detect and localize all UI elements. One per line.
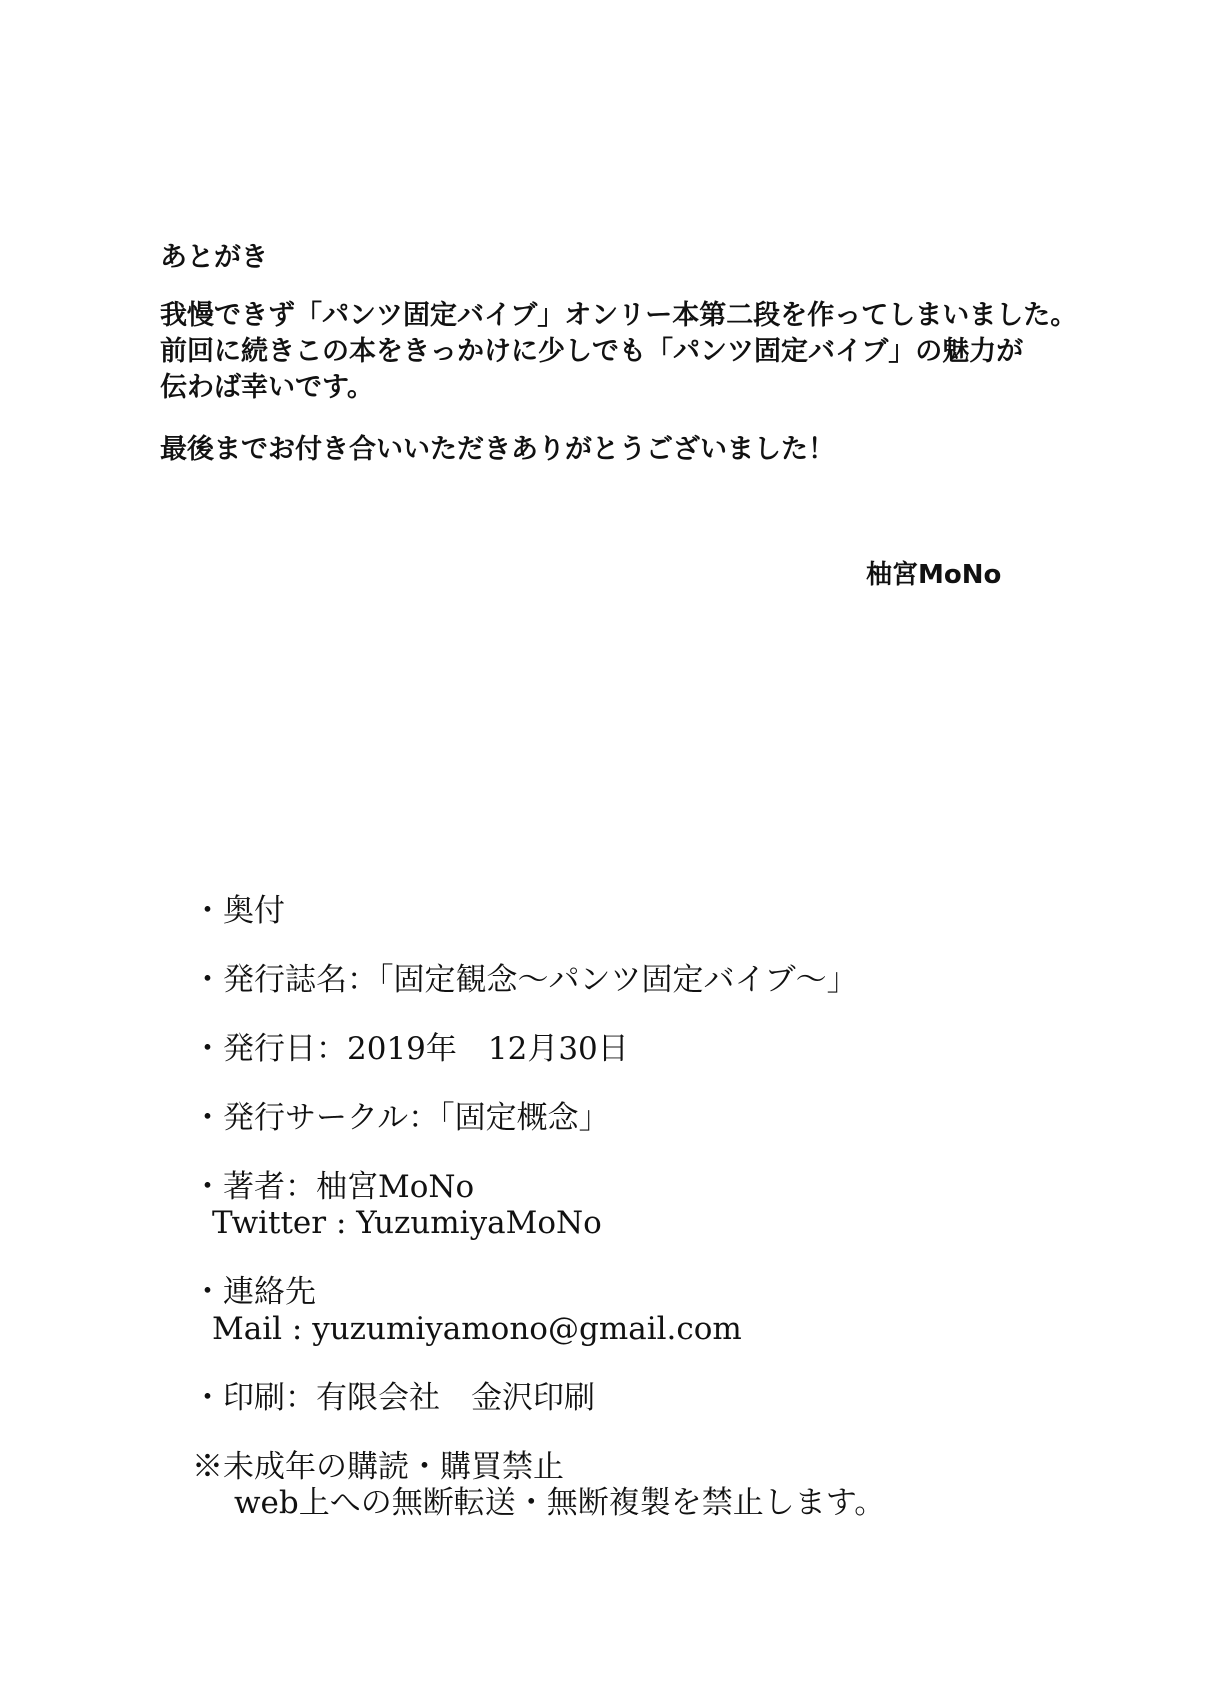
afterword-line: 最後までお付き合いいただきありがとうございました！: [160, 434, 835, 465]
afterword-section: [160, 240, 1077, 494]
notice-line-2: web上への無断転送・無断複製を禁止します。: [234, 1485, 886, 1521]
afterword-paragraph-2: [160, 432, 1077, 468]
author-info: [192, 1169, 885, 1241]
notice-line-1: ※未成年の購読・購買禁止: [192, 1449, 564, 1485]
afterword-line: 前回に続きこの本をきっかけに少しでも「パンツ固定バイブ」の魅力が: [160, 336, 1024, 367]
twitter-handle: Twitter : YuzumiyaMoNo: [212, 1205, 602, 1241]
publication-date: ・発行日：2019年 12月30日: [192, 1031, 629, 1067]
contact-heading: ・連絡先: [192, 1274, 316, 1310]
afterword-line: 我慢できず「パンツ固定バイブ」オンリー本第二段を作ってしまいました。: [160, 300, 1078, 331]
afterword-line: 伝わば幸いです。: [160, 372, 374, 403]
publishing-circle: ・発行サークル：「固定概念」: [192, 1100, 610, 1136]
colophon-section: [192, 893, 885, 1521]
afterword-paragraph-1: [160, 298, 1077, 406]
author-signature: 柚宮MoNo: [866, 560, 1002, 590]
publication-title: ・発行誌名：「固定観念～パンツ固定バイブ～」: [192, 962, 858, 998]
colophon-heading: ・奥付: [192, 893, 285, 929]
afterword-heading: あとがき: [160, 242, 268, 273]
mail-address: Mail : yuzumiyamono@gmail.com: [212, 1311, 742, 1347]
author-line: ・著者：柚宮MoNo: [192, 1169, 475, 1205]
legal-notice: [192, 1449, 885, 1521]
contact-info: [192, 1274, 885, 1347]
printer-info: ・印刷：有限会社 金沢印刷: [192, 1380, 595, 1416]
